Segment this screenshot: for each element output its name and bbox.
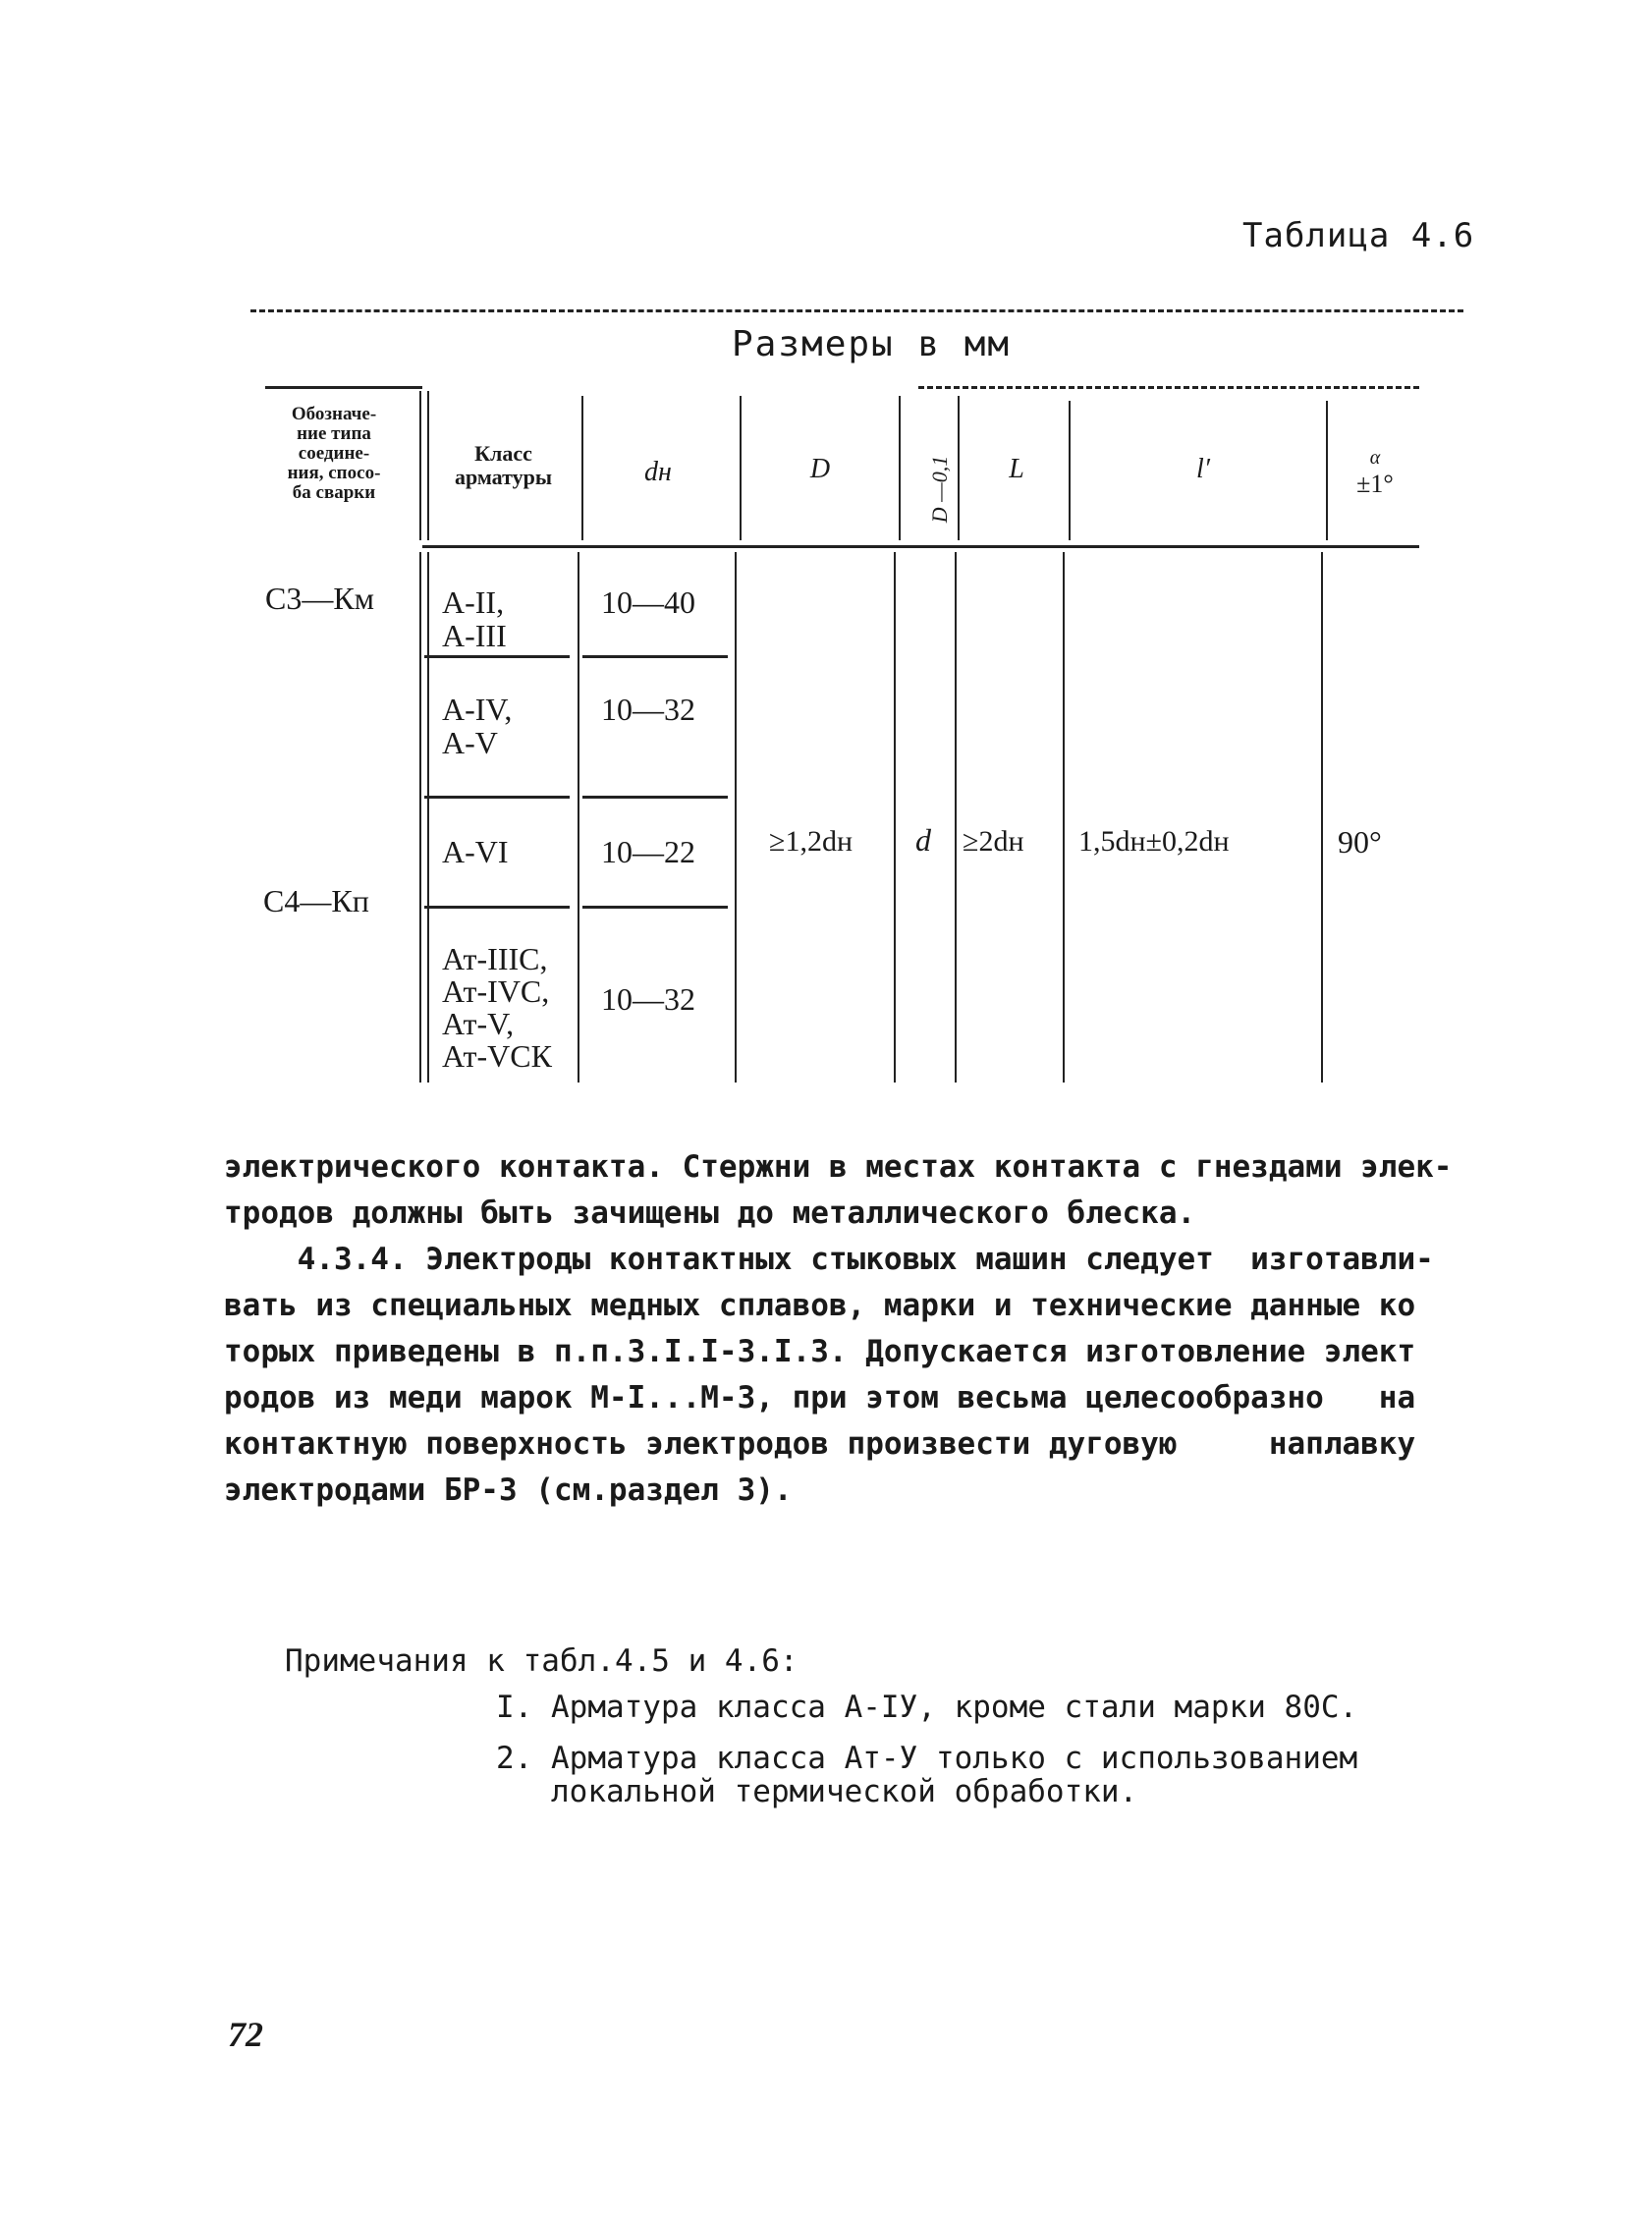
header-divider — [740, 396, 742, 540]
header-rebar-class-line: арматуры — [454, 465, 553, 489]
row-4-class — [442, 943, 552, 1073]
header-rebar-class-line: Класс — [474, 441, 532, 466]
row-4-dn: 10—32 — [601, 981, 695, 1017]
table-top-rule — [250, 309, 1463, 312]
row-separator — [582, 796, 728, 799]
header-designation-line: ния, спосо- — [287, 463, 381, 483]
row-3-dn: 10—22 — [601, 834, 695, 869]
class-line: А-II, — [442, 584, 505, 620]
row-separator — [424, 906, 570, 909]
header-alpha: α — [1369, 447, 1381, 469]
class-line: Ат-IIIС, — [442, 941, 548, 976]
body-divider — [578, 552, 579, 1083]
table-caption: Таблица 4.6 — [1242, 216, 1475, 255]
body-text-line: 4.3.4. Электроды контактных стыковых машин следует изготавли- — [224, 1242, 1434, 1277]
row-2-class — [442, 693, 512, 759]
header-L: L — [1009, 454, 1024, 484]
header-designation-line: ние типа — [297, 423, 371, 444]
row-separator — [582, 906, 728, 909]
row-3-class — [442, 835, 509, 868]
merged-alpha-value: 90° — [1338, 824, 1382, 860]
class-line: Ат-VCК — [442, 1038, 552, 1074]
body-text-line: электрического контакта. Стержни в местах контакта с гнездами элек- — [224, 1149, 1453, 1185]
note-item: I. Арматура класса А-IУ, кроме стали марки 80С. — [496, 1690, 1358, 1725]
body-text-line: вать из специальных медных сплавов, марки и технические данные ко — [224, 1288, 1416, 1323]
class-line: А-IV, — [442, 692, 513, 727]
header-dn: dн — [644, 457, 672, 487]
row-separator — [424, 655, 570, 658]
header-divider — [419, 391, 429, 540]
header-rule-left — [265, 386, 422, 389]
units-header: Размеры в мм — [732, 324, 1012, 364]
merged-D-tolerance-value: d — [915, 822, 931, 858]
merged-L-value: ≥2dн — [963, 825, 1024, 858]
row-separator — [582, 655, 728, 658]
page-number: 72 — [228, 2015, 263, 2054]
header-designation-line: ба сварки — [292, 482, 376, 503]
body-text-line: тродов должны быть зачищены до металлического блеска. — [224, 1195, 1196, 1231]
note-item: 2. Арматура класса Ат-У только с использованием — [496, 1741, 1358, 1776]
header-divider — [1069, 401, 1071, 540]
designation-c4-kp: С4—Кп — [263, 883, 369, 918]
class-line: Ат-IVС, — [442, 973, 550, 1009]
merged-D-value: ≥1,2dн — [769, 825, 854, 858]
body-text-line: контактную поверхность электродов произвести дуговую наплавку — [224, 1426, 1416, 1462]
designation-c3-km: С3—Км — [265, 581, 374, 616]
header-divider — [958, 396, 960, 540]
header-designation-line: Обозначе- — [291, 404, 377, 424]
header-D-tolerance: D —0,1 — [927, 455, 952, 524]
header-designation-line: соедине- — [298, 443, 370, 464]
header-rebar-class — [432, 442, 575, 489]
notes-title: Примечания к табл.4.5 и 4.6: — [285, 1643, 798, 1679]
row-2-dn: 10—32 — [601, 692, 695, 727]
body-divider — [1063, 552, 1065, 1083]
body-divider — [955, 552, 957, 1083]
class-line: А-VI — [442, 834, 509, 869]
header-rule-right — [918, 386, 1419, 389]
class-line: Ат-V, — [442, 1006, 515, 1041]
body-text-line: торых приведены в п.п.3.I.I-3.I.3. Допускается изготовление элект — [224, 1334, 1416, 1369]
header-alpha-tolerance: ±1° — [1356, 470, 1394, 498]
header-D: D — [809, 454, 831, 484]
header-bottom-rule — [422, 545, 1419, 548]
body-divider — [1321, 552, 1323, 1083]
note-item: локальной термической обработки. — [496, 1774, 1138, 1809]
body-divider — [735, 552, 737, 1083]
header-divider — [581, 396, 583, 540]
header-designation — [260, 405, 408, 503]
body-divider — [419, 552, 429, 1083]
row-1-dn: 10—40 — [601, 584, 695, 620]
row-1-class — [442, 585, 507, 652]
class-line: А-V — [442, 725, 498, 760]
body-text-line: родов из меди марок М-I...М-3, при этом весьма целесообразно на — [224, 1380, 1416, 1416]
class-line: А-III — [442, 618, 507, 653]
merged-l-prime-value: 1,5dн±0,2dн — [1078, 825, 1230, 858]
row-separator — [424, 796, 570, 799]
header-divider — [899, 396, 901, 540]
header-l-prime: l′ — [1196, 454, 1210, 484]
body-divider — [894, 552, 896, 1083]
body-text-line: электродами БР-3 (см.раздел 3). — [224, 1472, 793, 1508]
header-divider — [1326, 401, 1328, 540]
